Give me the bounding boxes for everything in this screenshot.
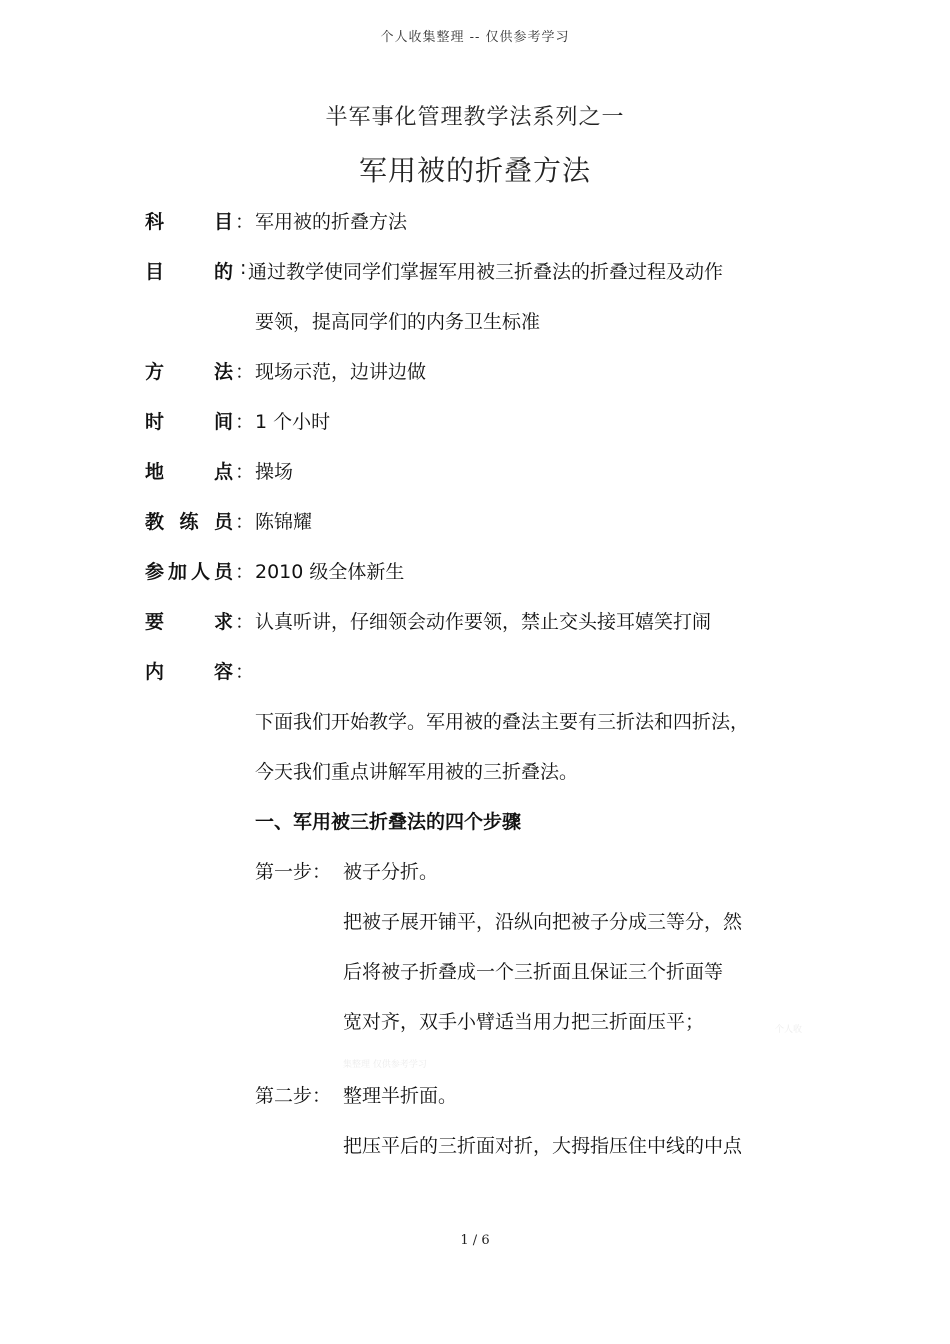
step-title: 整理半折面。 bbox=[343, 1085, 458, 1107]
field-colon: ： bbox=[235, 361, 255, 383]
faint-watermark-text: 集整理 仅供参考学习 bbox=[343, 1060, 427, 1070]
intro-line: 今天我们重点讲解军用被的三折叠法。 bbox=[255, 761, 579, 783]
field-label-requirements: 要求 bbox=[145, 611, 233, 633]
field-colon: ： bbox=[235, 211, 255, 233]
field-label-purpose: 目的 bbox=[145, 261, 233, 283]
step-text-line: 把被子展开铺平，沿纵向把被子分成三等分，然 bbox=[343, 911, 743, 933]
field-value-purpose: 通过教学使同学们掌握军用被三折叠法的折叠过程及动作 bbox=[248, 261, 724, 283]
section-heading: 一、军用被三折叠法的四个步骤 bbox=[255, 811, 522, 833]
field-colon: ： bbox=[235, 461, 255, 483]
step-label: 第二步： bbox=[255, 1085, 332, 1107]
step-title: 被子分折。 bbox=[343, 861, 439, 883]
field-value-subject: 军用被的折叠方法 bbox=[255, 211, 408, 233]
step-text-line: 后将被子折叠成一个三折面且保证三个折面等 bbox=[343, 961, 724, 983]
field-label-instructor: 教练员 bbox=[145, 511, 233, 533]
field-label-participants: 参加人员 bbox=[145, 561, 233, 583]
page-header: 个人收集整理 -- 仅供参考学习 bbox=[380, 30, 570, 45]
field-colon: ： bbox=[235, 611, 255, 633]
field-value-requirements: 认真听讲，仔细领会动作要领，禁止交头接耳嬉笑打闹 bbox=[255, 611, 712, 633]
intro-line: 下面我们开始教学。军用被的叠法主要有三折法和四折法， bbox=[255, 711, 750, 733]
faint-watermark-text: 个人收 bbox=[775, 1025, 803, 1035]
field-label-location: 地点 bbox=[145, 461, 233, 483]
field-colon: ： bbox=[235, 561, 255, 583]
field-value-participants: 2010 级全体新生 bbox=[255, 561, 405, 583]
field-value-location: 操场 bbox=[255, 461, 294, 483]
field-colon: ： bbox=[235, 511, 255, 533]
step-text-line: 把压平后的三折面对折，大拇指压住中线的中点 bbox=[343, 1135, 743, 1157]
field-value-instructor: 陈锦耀 bbox=[255, 511, 313, 533]
page-number: 1 / 6 bbox=[460, 1233, 490, 1248]
field-colon: : bbox=[240, 257, 247, 279]
field-label-method: 方法 bbox=[145, 361, 233, 383]
field-label-content: 内容 bbox=[145, 661, 233, 683]
field-colon: ： bbox=[235, 411, 255, 433]
series-title: 半军事化管理教学法系列之一 bbox=[325, 105, 625, 130]
field-label-subject: 科目 bbox=[145, 211, 233, 233]
field-label-time: 时间 bbox=[145, 411, 233, 433]
field-value-method: 现场示范，边讲边做 bbox=[255, 361, 427, 383]
field-value-time: 1 个小时 bbox=[255, 411, 331, 433]
field-colon: ： bbox=[235, 661, 255, 683]
step-text-line: 宽对齐，双手小臂适当用力把三折面压平； bbox=[343, 1011, 705, 1033]
page-title: 军用被的折叠方法 bbox=[358, 154, 591, 187]
step-label: 第一步： bbox=[255, 861, 332, 883]
field-value-purpose-continued: 要领，提高同学们的内务卫生标准 bbox=[255, 311, 541, 333]
